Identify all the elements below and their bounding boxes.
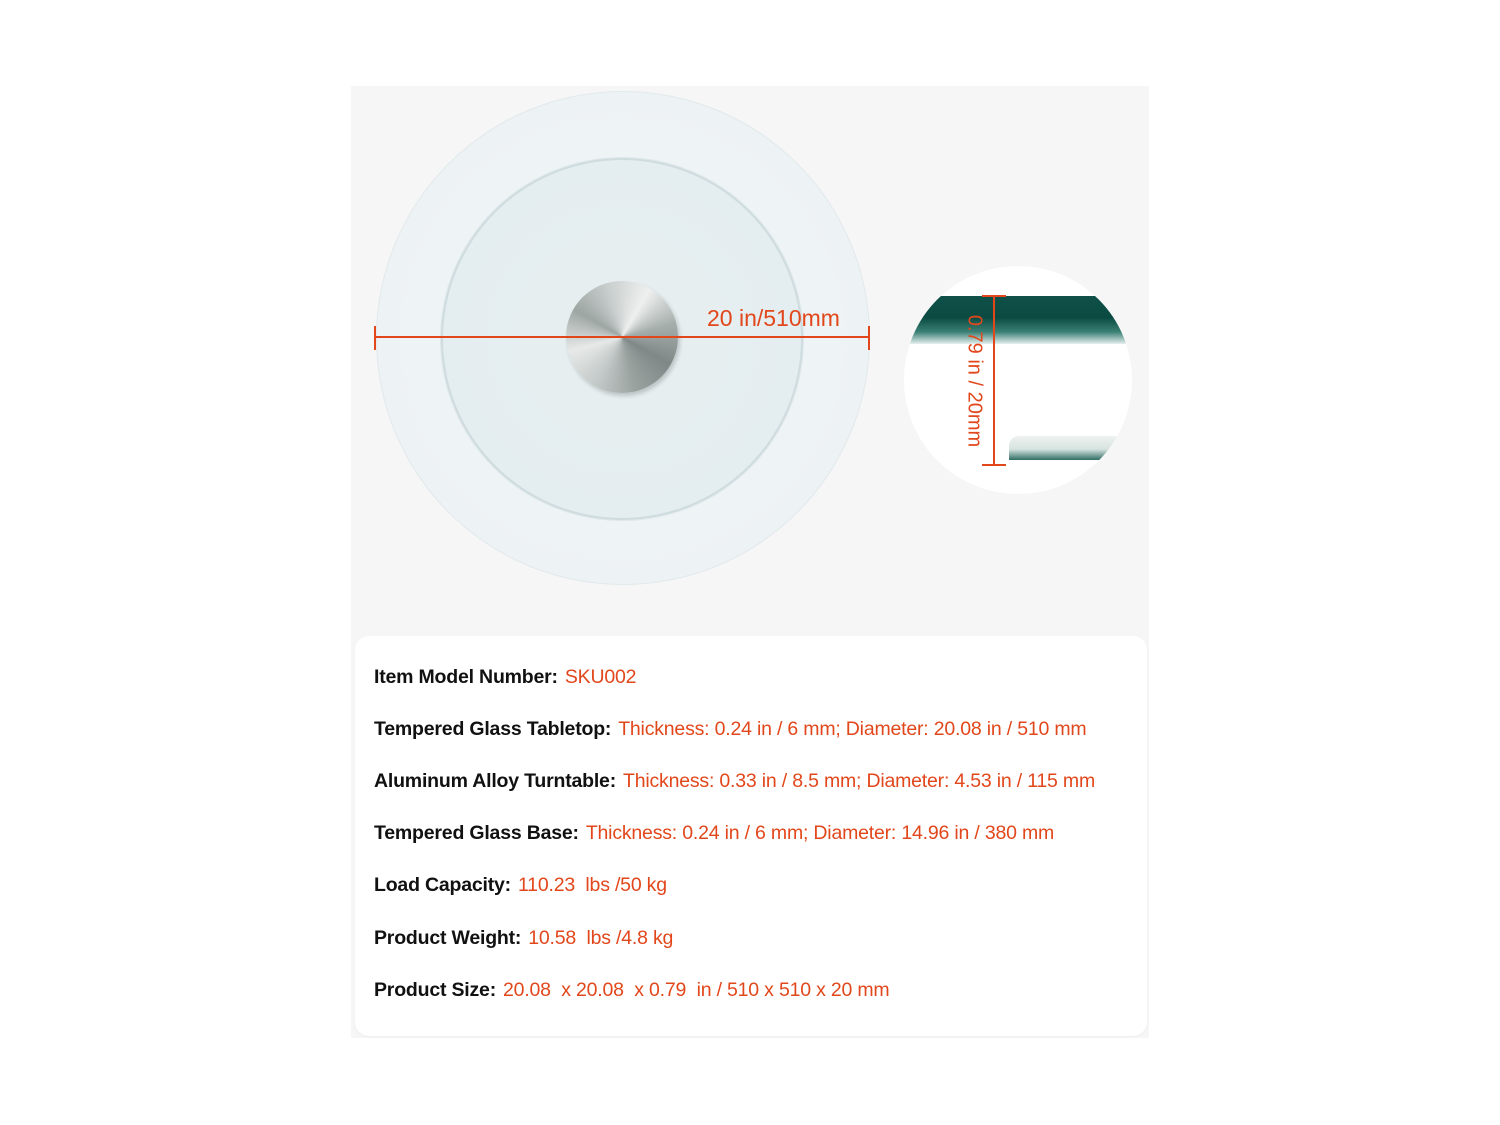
spec-label: Aluminum Alloy Turntable: <box>374 770 616 792</box>
spec-value: 10.58 lbs /4.8 kg <box>528 927 674 949</box>
spec-label: Tempered Glass Base: <box>374 822 579 844</box>
spec-value: SKU002 <box>564 666 637 688</box>
product-photo <box>351 86 1149 636</box>
spec-label: Load Capacity: <box>374 874 511 896</box>
spec-row-turntable <box>374 770 1095 793</box>
glass-edge-top <box>904 296 1132 344</box>
spec-label: Tempered Glass Tabletop: <box>374 718 612 740</box>
spec-label: Product Size: <box>374 979 496 1001</box>
spec-row-load-capacity <box>374 874 667 897</box>
thickness-dimension-line <box>993 296 995 466</box>
spec-row-model-number <box>374 666 636 689</box>
specifications-card <box>355 636 1147 1036</box>
spec-value: 20.08 x 20.08 x 0.79 in / 510 x 510 x 20 mm <box>503 979 890 1001</box>
thickness-tick-top <box>982 295 1006 297</box>
spec-value: Thickness: 0.33 in / 8.5 mm; Diameter: 4.53 in / 115 mm <box>623 770 1095 792</box>
spec-row-product-size <box>374 979 889 1002</box>
diameter-tick-left <box>374 326 376 350</box>
spec-row-glass-tabletop <box>374 718 1086 741</box>
spec-value: Thickness: 0.24 in / 6 mm; Diameter: 20.08 in / 510 mm <box>618 718 1087 740</box>
glass-edge-bottom <box>1009 436 1132 460</box>
diameter-dimension-line <box>374 336 870 338</box>
spec-label: Product Weight: <box>374 927 522 949</box>
thickness-detail-inset <box>904 266 1132 494</box>
diameter-label: 20 in/510mm <box>707 305 840 331</box>
thickness-tick-bottom <box>982 464 1006 466</box>
product-info-panel <box>351 86 1149 1038</box>
thickness-label: 0.79 in / 20mm <box>963 314 986 448</box>
spec-row-product-weight <box>374 927 673 950</box>
spec-row-glass-base <box>374 822 1054 845</box>
diameter-tick-right <box>868 326 870 350</box>
spec-value: 110.23 lbs /50 kg <box>517 874 667 896</box>
spec-label: Item Model Number: <box>374 666 558 688</box>
spec-value: Thickness: 0.24 in / 6 mm; Diameter: 14.96 in / 380 mm <box>585 822 1055 844</box>
